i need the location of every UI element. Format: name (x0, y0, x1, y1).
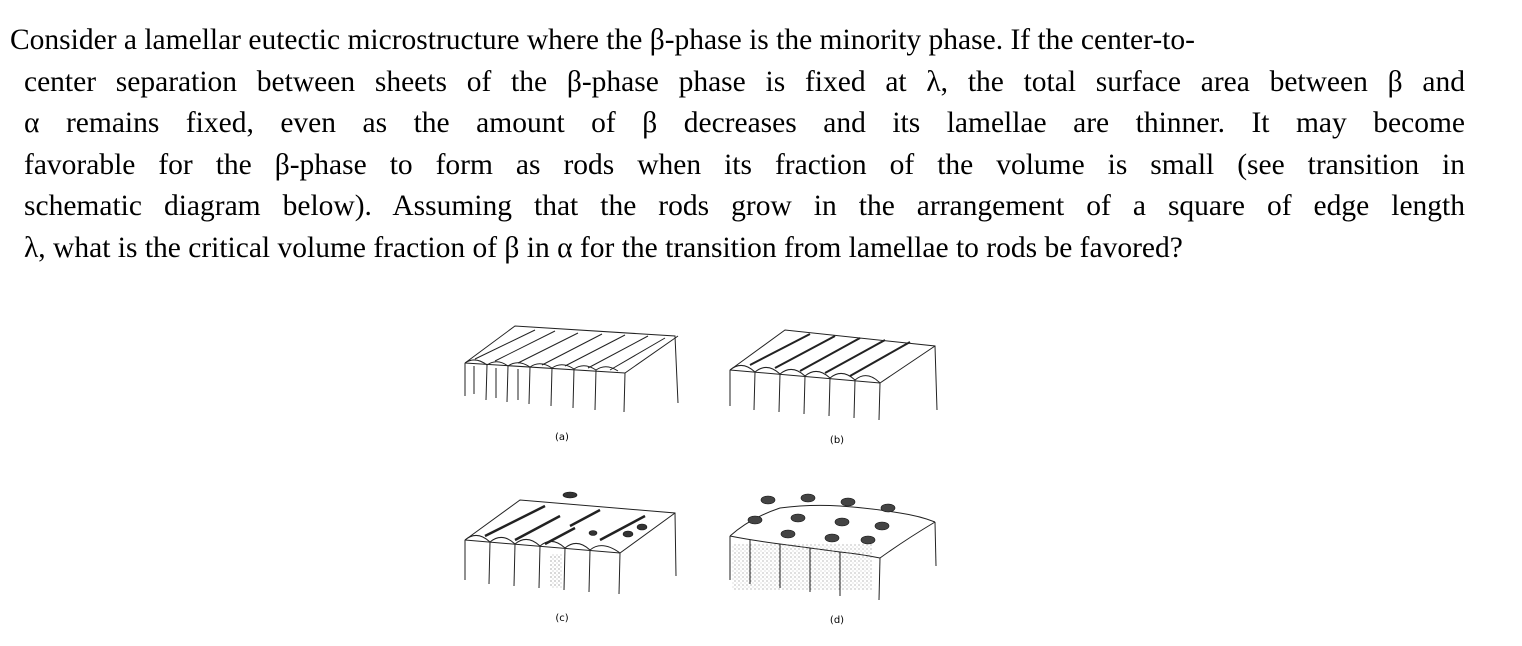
panel-b-illustration (730, 330, 937, 420)
problem-statement (10, 20, 1465, 269)
panel-d-stippled-face (732, 544, 872, 590)
panel-c-stippled-face (550, 554, 562, 588)
panel-a-illustration (465, 326, 678, 412)
problem-line-2: center separation between sheets of the β-phase phase is fixed at λ, the total surface area between β and (24, 65, 1465, 98)
panel-b-label: (b) (829, 435, 845, 446)
problem-line-6: λ, what is the critical volume fraction of β in α for the transition from lamellae to rods be favored? (24, 231, 1183, 264)
problem-line-4: favorable for the β-phase to form as rods when its fraction of the volume is small (see transition in (24, 148, 1465, 181)
schematic-diagram (450, 308, 970, 638)
panel-a-label: (a) (555, 432, 569, 443)
panel-c-illustration (465, 500, 676, 594)
panel-d-rod-ends (748, 494, 895, 544)
panel-d-label: (d) (829, 615, 845, 626)
panel-c-label: (c) (555, 613, 569, 624)
problem-line-1: Consider a lamellar eutectic microstructure where the β-phase is the minority phase. If the center-to- (10, 24, 1195, 56)
lamellae-to-rods-figure (450, 308, 970, 638)
problem-line-3: α remains fixed, even as the amount of β decreases and its lamellae are thinner. It may become (24, 107, 1465, 139)
panel-c-rod-ends (563, 492, 647, 537)
problem-line-5: schematic diagram below). Assuming that the rods grow in the arrangement of a square of edge length (24, 190, 1465, 222)
